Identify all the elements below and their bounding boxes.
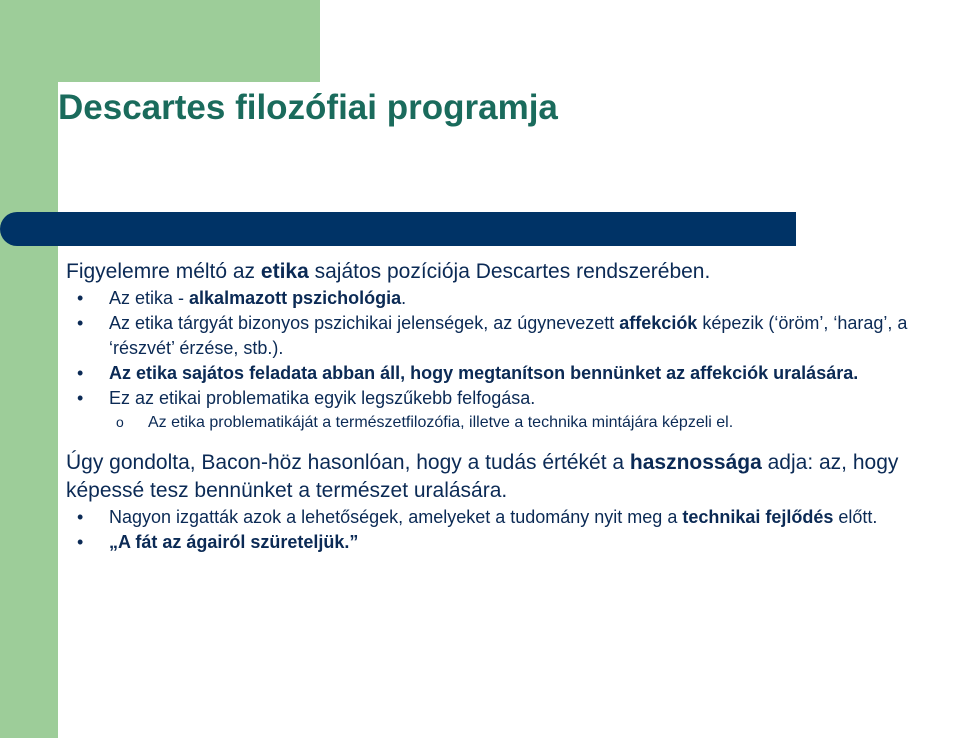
section1-subbullets (66, 411, 946, 435)
title-divider-bar (0, 212, 796, 246)
top-green-band (0, 0, 320, 82)
emphasis-etika: etika (260, 260, 309, 283)
left-green-band (0, 0, 58, 738)
page-title: Descartes filozófiai programja (58, 88, 558, 127)
list-item: • Nagyon izgatták azok a lehetőségek, amelyeket a tudomány nyit meg a technikai fejlődés előtt. (66, 505, 946, 530)
list-item: • Az etika tárgyát bizonyos pszichikai jelenségek, az úgynevezett affekciók képezik (‘öröm’, ‘harag’, a ‘részvét’ érzése, stb.). (66, 311, 946, 361)
sub-list-item: o Az etika problematikáját a természetfilozófia, illetve a technika mintájára képzeli el. (66, 411, 946, 435)
section1-bullets (66, 286, 946, 411)
section1-lead: Figyelemre méltó az etika sajátos pozíciója Descartes rendszerében. (66, 260, 711, 283)
list-item: • Az etika sajátos feladata abban áll, hogy megtanítson bennünket az affekciók uralására. (66, 361, 946, 386)
emphasis-hasznossaga: hasznossága (629, 451, 762, 474)
slide-content (66, 258, 946, 555)
section2-bullets (66, 505, 946, 555)
list-item: • Ez az etikai problematika egyik legszűkebb felfogása. (66, 386, 946, 411)
section2-lead: Úgy gondolta, Bacon-höz hasonlóan, hogy a tudás értékét a hasznossága adja: az, hogy képessé tesz bennünket a természet uralására. (66, 451, 899, 502)
list-item: • Az etika - alkalmazott pszichológia. (66, 286, 946, 311)
list-item: • „A fát az ágairól szüreteljük.” (66, 530, 946, 555)
